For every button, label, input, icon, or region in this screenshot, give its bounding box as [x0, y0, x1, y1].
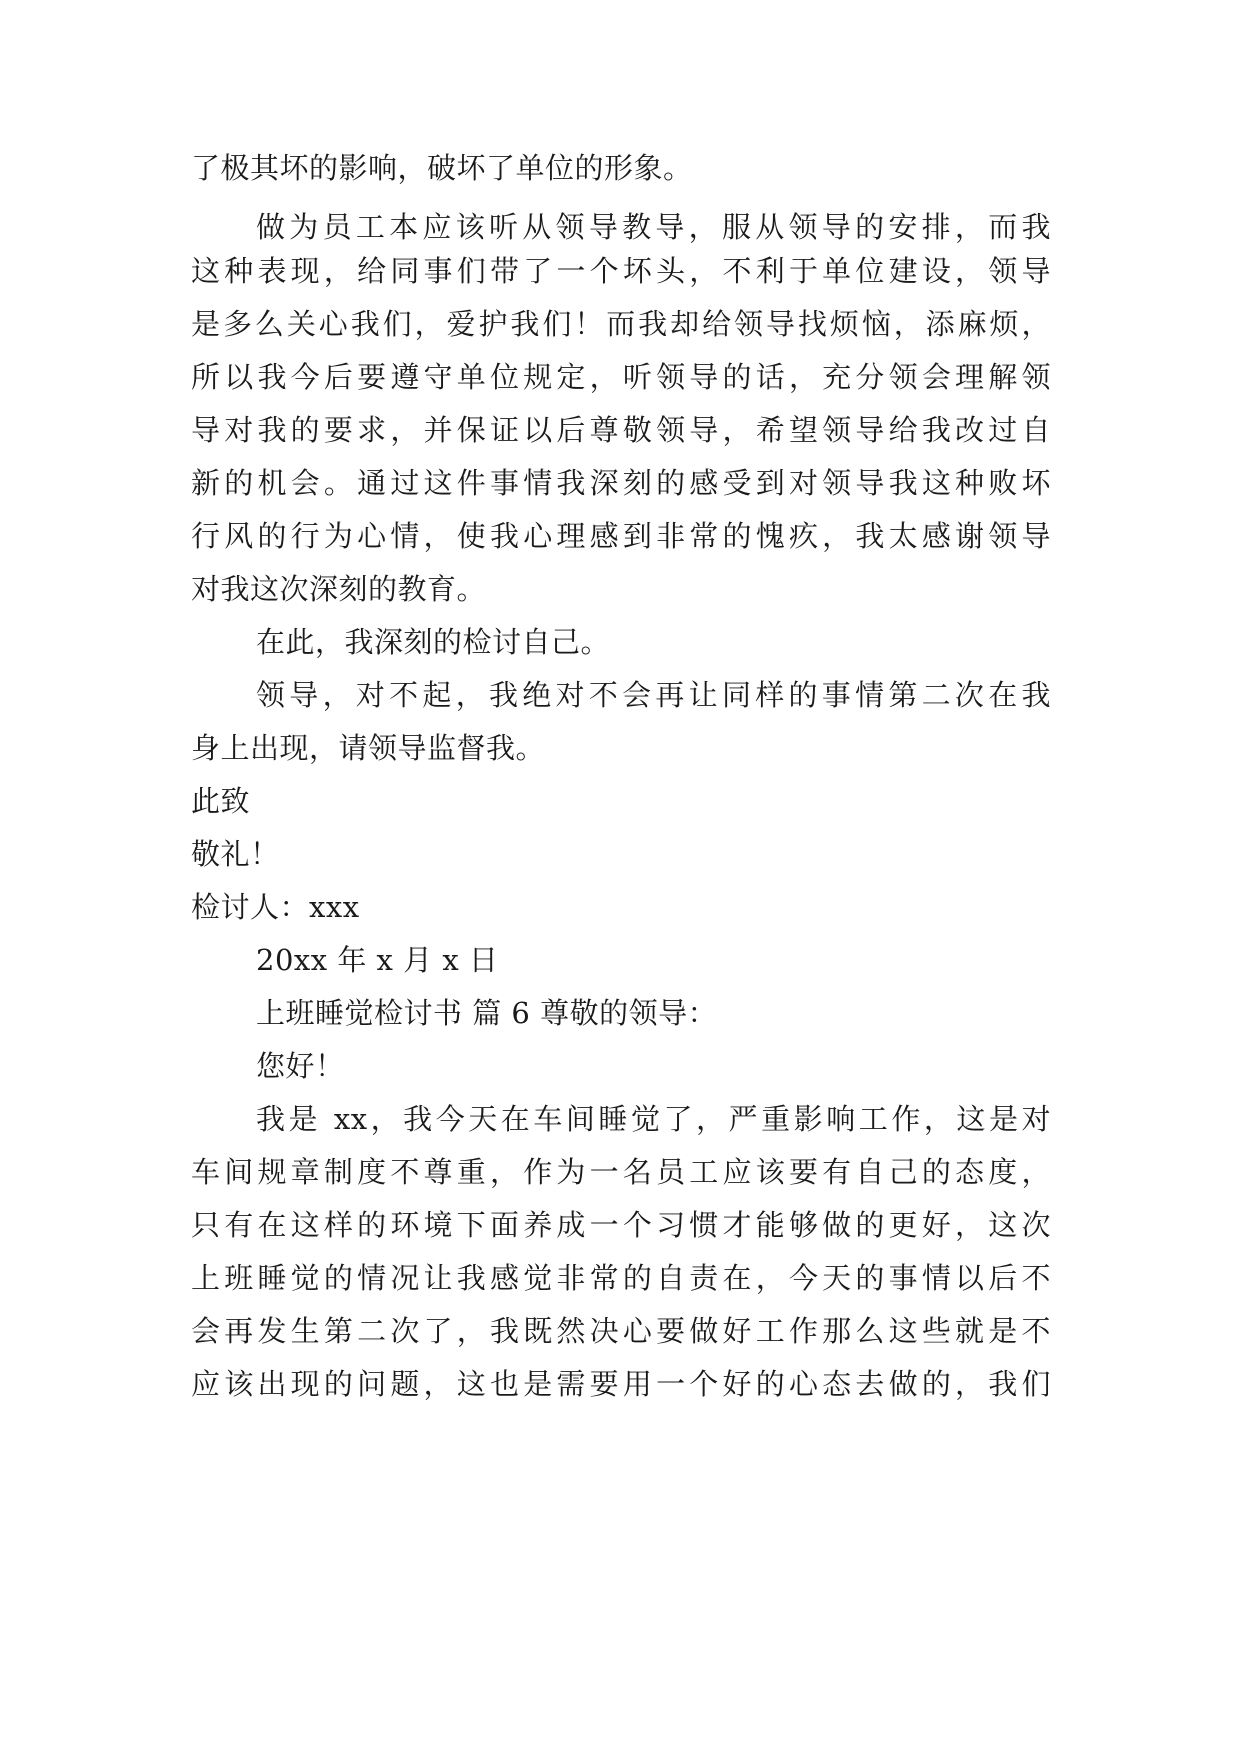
- text-line: 导对我的要求，并保证以后尊敬领导，希望领导给我改过自: [191, 413, 1051, 447]
- signature-line: 检讨人：xxx: [191, 890, 360, 924]
- text-line: 所以我今后要遵守单位规定，听领导的话，充分领会理解领: [191, 360, 1051, 394]
- date-line: 20xx 年 x 月 x 日: [256, 943, 499, 977]
- text-line: 身上出现，请领导监督我。: [191, 731, 546, 765]
- paragraph-first-line: 我是 xx，我今天在车间睡觉了，严重影响工作，这是对: [256, 1102, 1051, 1136]
- text-line: 应该出现的问题，这也是需要用一个好的心态去做的，我们: [191, 1367, 1051, 1401]
- text-line: 是多么关心我们，爱护我们！而我却给领导找烦恼，添麻烦，: [191, 307, 1051, 341]
- paragraph-first-line: 做为员工本应该听从领导教导，服从领导的安排，而我: [256, 210, 1051, 244]
- text-line: 会再发生第二次了，我既然决心要做好工作那么这些就是不: [191, 1314, 1051, 1348]
- text-line: 了极其坏的影响，破坏了单位的形象。: [191, 151, 693, 185]
- text-line: 行风的行为心情，使我心理感到非常的愧疚，我太感谢领导: [191, 519, 1051, 553]
- text-line: 车间规章制度不尊重，作为一名员工应该要有自己的态度，: [191, 1155, 1051, 1189]
- greeting-line: 您好！: [256, 1049, 345, 1083]
- text-line: 上班睡觉的情况让我感觉非常的自责在，今天的事情以后不: [191, 1261, 1051, 1295]
- paragraph-line: 在此，我深刻的检讨自己。: [256, 625, 611, 659]
- salutation-line: 敬礼！: [191, 837, 280, 871]
- text-line: 新的机会。通过这件事情我深刻的感受到对领导我这种败坏: [191, 466, 1051, 500]
- text-line: 只有在这样的环境下面养成一个习惯才能够做的更好，这次: [191, 1208, 1051, 1242]
- paragraph-first-line: 领导，对不起，我绝对不会再让同样的事情第二次在我: [256, 678, 1051, 712]
- section-heading: 上班睡觉检讨书 篇 6 尊敬的领导：: [256, 996, 718, 1030]
- text-line: 这种表现，给同事们带了一个坏头，不利于单位建设，领导: [191, 254, 1051, 288]
- closing-line: 此致: [191, 784, 251, 818]
- text-line: 对我这次深刻的教育。: [191, 572, 487, 606]
